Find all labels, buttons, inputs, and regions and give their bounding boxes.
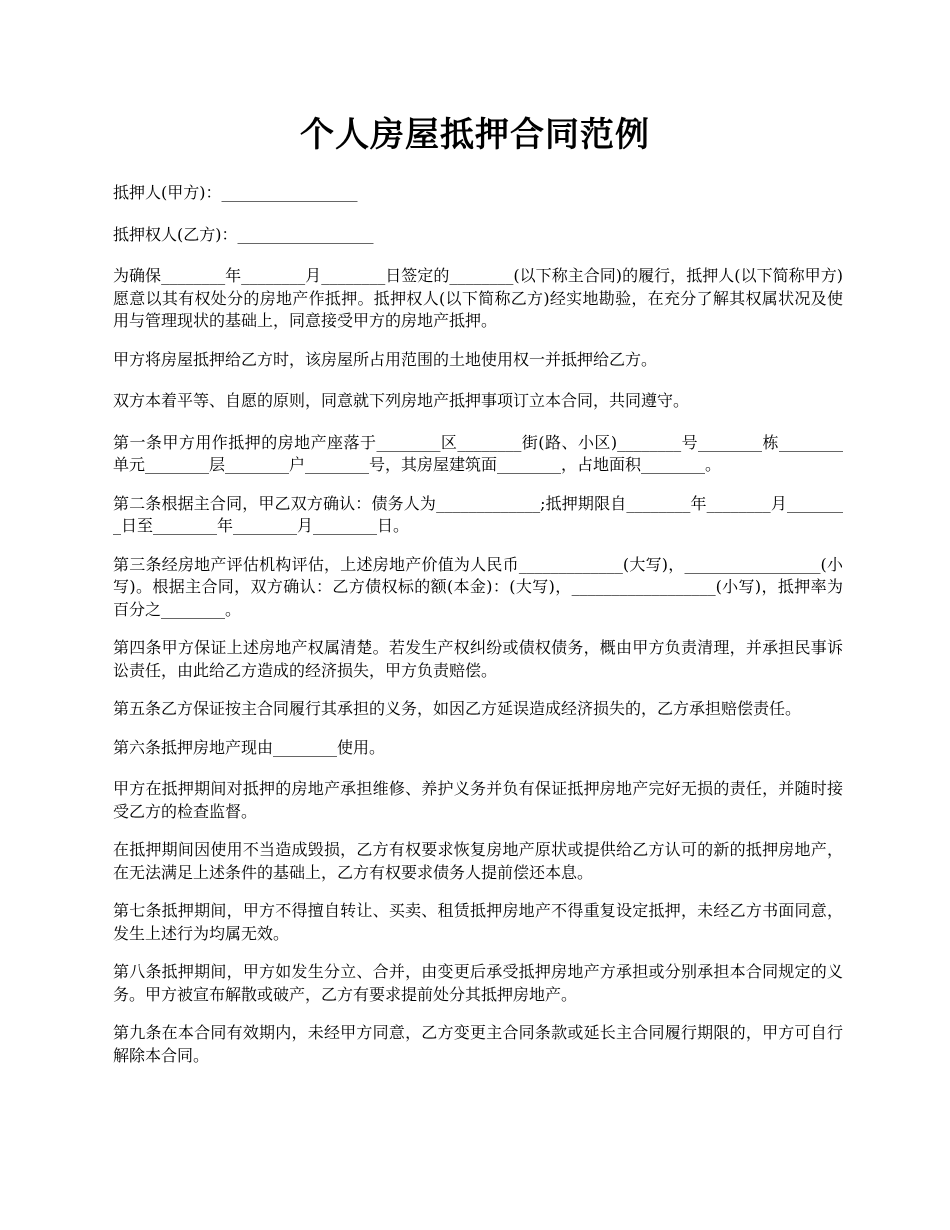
article-2: 第二条根据主合同，甲乙双方确认：债务人为_____________;抵押期限自________年________月________日至________年________月________日。	[113, 493, 843, 535]
article-8: 第八条抵押期间，甲方如发生分立、合并，由变更后承受抵押房地产方承担或分别承担本合同规定的义务。甲方被宣布解散或破产，乙方有要求提前处分其抵押房地产。	[113, 962, 843, 1004]
article-3: 第三条经房地产评估机构评估，上述房地产价值为人民币_____________(大写)，_________________(小写)。根据主合同，双方确认：乙方债权标的额(本金)：(大写)，__________________(小写)，抵押率为百分之________。	[113, 554, 843, 619]
land-use-paragraph: 甲方将房屋抵押给乙方时，该房屋所占用范围的土地使用权一并抵押给乙方。	[113, 349, 658, 369]
maintenance-paragraph: 甲方在抵押期间对抵押的房地产承担维修、养护义务并负有保证抵押房地产完好无损的责任，并随时接受乙方的检查监督。	[113, 779, 843, 821]
article-4: 第四条甲方保证上述房地产权属清楚。若发生产权纠纷或债权债务，概由甲方负责清理，并承担民事诉讼责任，由此给乙方造成的经济损失，甲方负责赔偿。	[113, 638, 843, 680]
damage-paragraph: 在抵押期间因使用不当造成毁损，乙方有权要求恢复房地产原状或提供给乙方认可的新的抵押房地产，在无法满足上述条件的基础上，乙方有权要求债务人提前偿还本息。	[113, 840, 843, 882]
article-7: 第七条抵押期间，甲方不得擅自转让、买卖、租赁抵押房地产不得重复设定抵押，未经乙方书面同意，发生上述行为均属无效。	[113, 901, 843, 943]
document-body	[113, 182, 843, 1083]
principle-paragraph: 双方本着平等、自愿的原则，同意就下列房地产抵押事项订立本合同，共同遵守。	[113, 391, 690, 410]
article-9: 第九条在本合同有效期内，未经甲方同意，乙方变更主合同条款或延长主合同履行期限的，甲方可自行解除本合同。	[113, 1023, 843, 1065]
article-6: 第六条抵押房地产现由________使用。	[113, 737, 386, 757]
mortgagee-line: 抵押权人(乙方)：_________________	[113, 224, 374, 244]
preamble-paragraph: 为确保________年________月________日签定的________(以下称主合同)的履行，抵押人(以下简称甲方)愿意以其有权处分的房地产作抵押。抵押权人(以下简称乙方)经实地勘验，在充分了解其权属状况及使用与管理现状的基础上，同意接受甲方的房地产抵押。	[113, 266, 843, 330]
document-title: 个人房屋抵押合同范例	[300, 115, 650, 155]
article-1: 第一条甲方用作抵押的房地产座落于________区________街(路、小区)________号________栋________单元________层________户________号，其房屋建筑面________，占地面积________。	[113, 432, 843, 474]
article-5: 第五条乙方保证按主合同履行其承担的义务，如因乙方延误造成经济损失的，乙方承担赔偿责任。	[113, 699, 802, 718]
mortgagor-line: 抵押人(甲方)：_________________	[113, 183, 358, 202]
